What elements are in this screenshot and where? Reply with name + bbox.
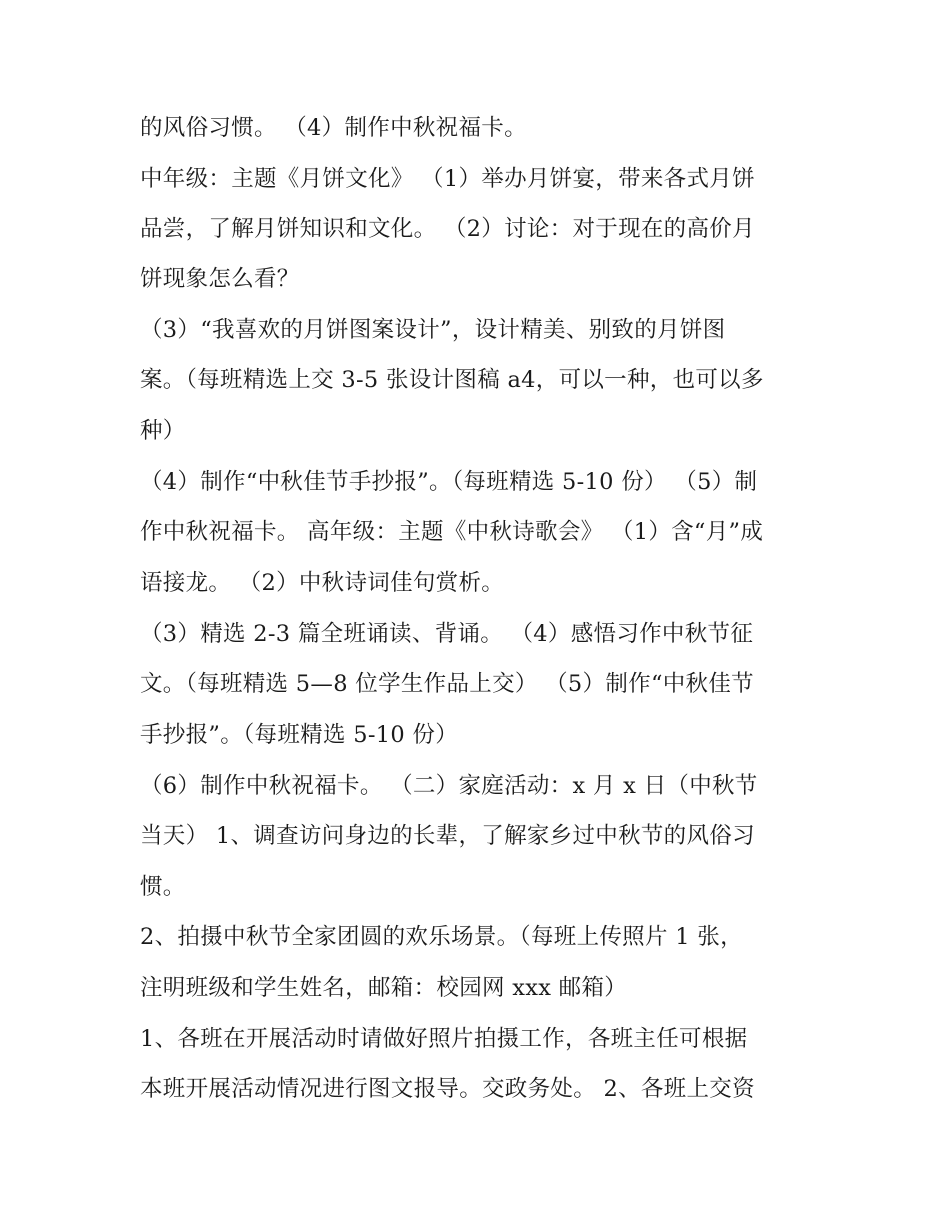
text-line: 2、拍摄中秋节全家团圆的欢乐场景。（每班上传照片 1 张，	[140, 924, 743, 950]
text-line: （3）“我喜欢的月饼图案设计”，设计精美、别致的月饼图	[140, 317, 726, 343]
text-line: 种）	[140, 418, 186, 444]
text-line: 注明班级和学生姓名，邮箱：校园网 xxx 邮箱）	[140, 975, 628, 1001]
text-line: 作中秋祝福卡。 高年级：主题《中秋诗歌会》 （1）含“月”成	[140, 519, 764, 545]
text-line: 手抄报”。（每班精选 5-10 份）	[140, 722, 459, 748]
text-line: （4）制作“中秋佳节手抄报”。（每班精选 5-10 份） （5）制	[140, 469, 758, 495]
text-line: 饼现象怎么看？	[140, 266, 300, 292]
text-line: 的风俗习惯。 （4）制作中秋祝福卡。	[140, 115, 527, 141]
text-line: （3）精选 2-3 篇全班诵读、背诵。 （4）感悟习作中秋节征	[140, 621, 754, 647]
text-line: 1、各班在开展活动时请做好照片拍摄工作，各班主任可根据	[140, 1026, 748, 1052]
text-line: 品尝，了解月饼知识和文化。 （2）讨论：对于现在的高价月	[140, 216, 755, 242]
text-line: 当天） 1、调查访问身边的长辈，了解家乡过中秋节的风俗习	[140, 823, 755, 849]
text-line: 文。（每班精选 5—8 位学生作品上交） （5）制作“中秋佳节	[140, 671, 754, 697]
text-line: 语接龙。 （2）中秋诗词佳句赏析。	[140, 570, 505, 596]
text-line: 案。（每班精选上交 3-5 张设计图稿 a4，可以一种，也可以多	[140, 367, 764, 393]
text-line: （6）制作中秋祝福卡。 （二）家庭活动：x 月 x 日（中秋节	[140, 773, 758, 799]
text-line: 本班开展活动情况进行图文报导。交政务处。 2、各班上交资	[140, 1076, 755, 1102]
text-line: 惯。	[140, 874, 186, 900]
text-line: 中年级：主题《月饼文化》 （1）举办月饼宴，带来各式月饼	[140, 166, 755, 192]
